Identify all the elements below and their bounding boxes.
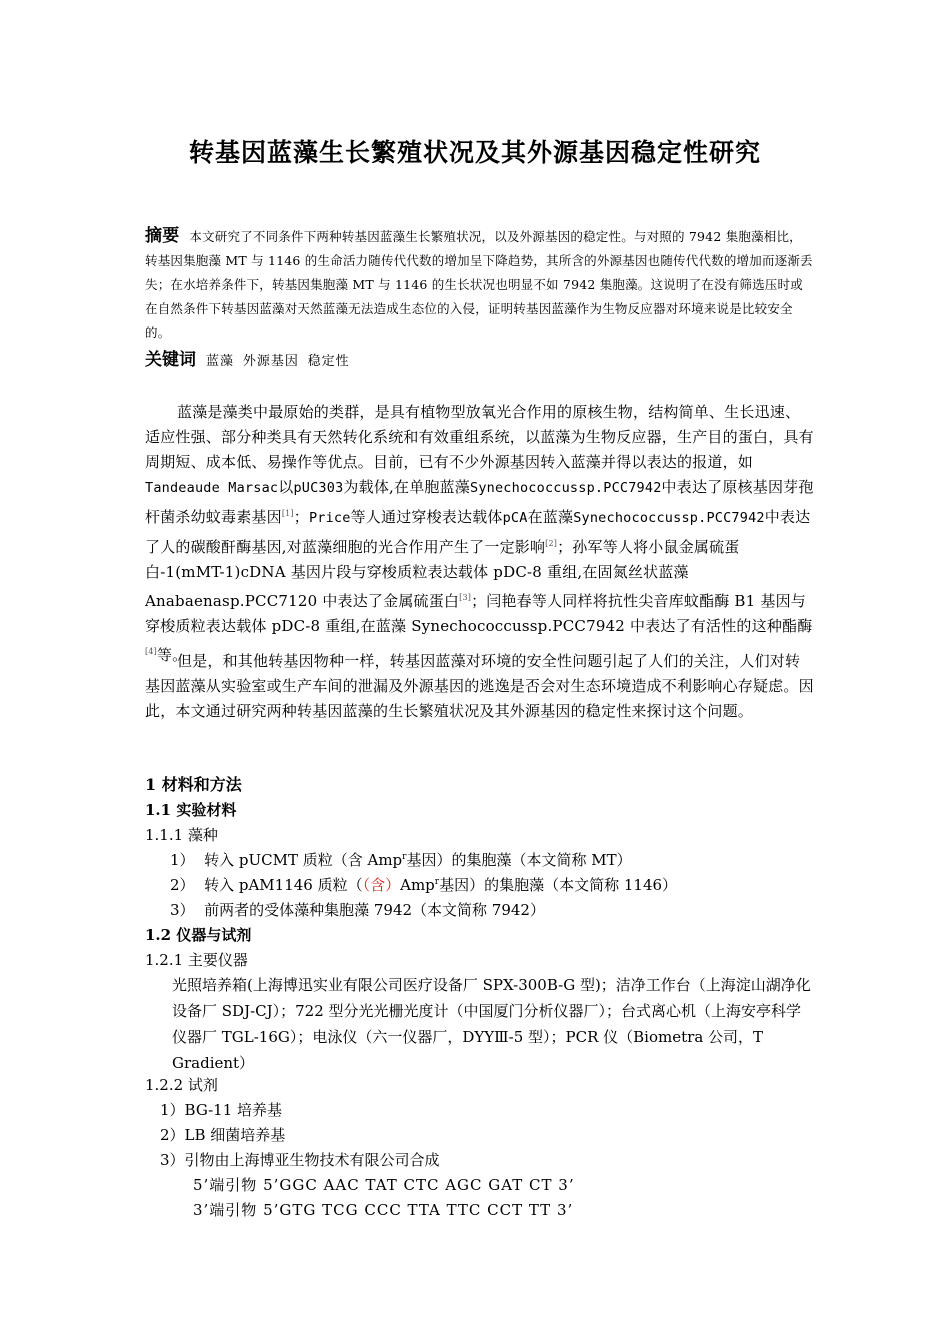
list-item: [170, 874, 677, 895]
text-run: Tandeaude Marsac: [145, 480, 279, 496]
text-run: ；: [293, 508, 309, 526]
text-run: Amp: [400, 876, 435, 894]
list-item: 1）BG-11 培养基: [160, 1101, 283, 1119]
text-run: Synechococcussp.PCC7942: [470, 480, 662, 496]
superscript: r: [434, 877, 440, 887]
text-run: 中表达了原核基因芽孢杆菌杀幼蚊毒素基因: [145, 478, 814, 526]
citation-ref: [3]: [459, 593, 472, 602]
list-item: 2）LB 细菌培养基: [160, 1126, 286, 1144]
intro-paragraph-2: [145, 649, 815, 724]
text-run: 转入 pAM1146 质粒（: [204, 876, 363, 894]
paper-title: 转基因蓝藻生长繁殖状况及其外源基因稳定性研究: [188, 138, 761, 167]
primer-sequence: 3’端引物 5’GTG TCG CCC TTA TTC CCT TT 3’: [193, 1201, 574, 1219]
citation-ref: [2]: [545, 539, 558, 548]
text-run: 为载体,在单胞蓝藻: [343, 478, 470, 496]
text-run: 转入 pUCMT 质粒（含 Amp: [204, 851, 403, 869]
text-run: 基因）的集胞藻（本文简称 MT）: [406, 851, 632, 869]
subsubsection-heading: 1.2.1 主要仪器: [145, 951, 248, 969]
intro-paragraph-1: [145, 400, 815, 668]
list-number: 1）: [170, 851, 195, 869]
list-item: [170, 849, 632, 870]
text-run: 在蓝藻: [527, 508, 574, 526]
text-run: 等。: [156, 646, 188, 664]
citation-ref: [1]: [281, 509, 294, 518]
citation-ref: [4]: [145, 647, 157, 656]
text-run: Synechococcussp.PCC7942: [573, 510, 765, 526]
subsubsection-heading: 1.2.2 试剂: [145, 1076, 218, 1094]
superscript: r: [402, 852, 407, 862]
subsection-heading: 1.2 仪器与试剂: [145, 926, 252, 944]
subsection-heading: 1.1 实验材料: [145, 801, 237, 819]
abstract-label: 摘要: [145, 226, 180, 246]
text-run: 中表达了人的碳酸酐酶基因,对蓝藻细胞的光合作用产生了一定影响: [145, 508, 811, 556]
paragraph-text: 但是，和其他转基因物种一样，转基因蓝藻对环境的安全性问题引起了人们的关注，人们对转基因蓝藻从实验室或生产车间的泄漏及外源基因的逃逸是否会对生态环境造成不利影响心存疑虑。因此，本文通过研究两种转基因蓝藻的生长繁殖状况及其外源基因的稳定性来探讨这个问题。: [145, 652, 814, 720]
keywords-text: 蓝藻 外源基因 稳定性: [206, 354, 350, 369]
text-run: pUC303: [293, 480, 344, 496]
keywords-label: 关键词: [145, 350, 196, 370]
text-run: 前两者的受体藻种集胞藻 7942（本文简称 7942）: [204, 901, 545, 919]
text-run: Price: [308, 510, 351, 526]
highlighted-text: （含）: [362, 876, 401, 894]
abstract: [145, 224, 813, 345]
keywords: [145, 347, 813, 375]
list-item: [170, 899, 545, 920]
section-heading: 1 材料和方法: [145, 775, 242, 794]
text-run: ；闫艳春等人同样将抗性尖音库蚊酯酶 B1 基因与穿梭质粒表达载体 pDC-8 重组,在蓝藻 Synechococcussp.PCC7942 中表达了有活性的这种酯酶: [145, 592, 813, 635]
text-run: 以: [278, 478, 294, 496]
subsubsection-heading: 1.1.1 藻种: [145, 826, 218, 844]
list-number: 3）: [170, 901, 195, 919]
text-run: pCA: [502, 510, 528, 526]
text-run: ；孙军等人将小鼠金属硫蛋白-1(mMT-1)cDNA 基因片段与穿梭质粒表达载体 pDC-8 重组,在固氮丝状蓝藻 Anabaenasp.PCC7120 中表达了金属硫蛋白: [145, 538, 740, 610]
primer-sequence: 5’端引物 5’GGC AAC TAT CTC AGC GAT CT 3’: [193, 1176, 575, 1194]
list-item: 3）引物由上海博亚生物技术有限公司合成: [160, 1151, 440, 1169]
instrument-list: 光照培养箱(上海博迅实业有限公司医疗设备厂 SPX-300B-G 型)；洁净工作台（上海淀山湖净化设备厂 SDJ-CJ）；722 型分光光栅光度计（中国厦门分析仪器厂）；台式离心机（上海安亭科学仪器厂 TGL-16G）；电泳仪（六一仪器厂，DYYⅢ-5 型）；PCR 仪（Biometra 公司，T Gradient）: [172, 976, 811, 1072]
text-run: 等人通过穿梭表达载体: [350, 508, 503, 526]
text-run: 蓝藻是藻类中最原始的类群，是具有植物型放氧光合作用的原核生物，结构简单、生长迅速、适应性强、部分种类具有天然转化系统和有效重组系统，以蓝藻为生物反应器，生产目的蛋白，具有周期短、成本低、易操作等优点。目前，已有不少外源基因转入蓝藻并得以表达的报道，如: [145, 403, 814, 471]
list-number: 2）: [170, 876, 195, 894]
text-run: 基因）的集胞藻（本文简称 1146）: [439, 876, 678, 894]
abstract-text: 本文研究了不同条件下两种转基因蓝藻生长繁殖状况，以及外源基因的稳定性。与对照的 7942 集胞藻相比，转基因集胞藻 MT 与 1146 的生命活力随传代代数的增加呈下降趋势，其所含的外源基因也随传代代数的增加而逐渐丢失；在水培养条件下，转基因集胞藻 MT 与 1146 的生长状况也明显不如 7942 集胞藻。这说明了在没有筛选压时或在自然条件下转基因蓝藻对天然蓝藻无法造成生态位的入侵，证明转基因蓝藻作为生物反应器对环境来说是比较安全的。: [145, 229, 813, 340]
